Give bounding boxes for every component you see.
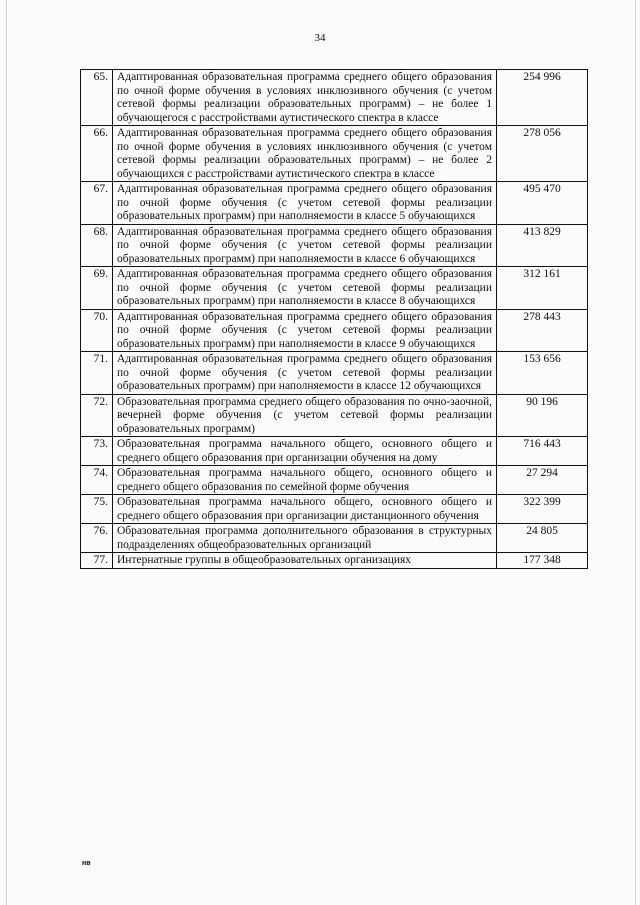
row-value: 413 829 [497,224,588,267]
table-row [81,394,588,437]
table-row [81,70,588,126]
row-description: Адаптированная образовательная программа среднего общего образования по очной форме обучения (с учетом сетевой формы реализации образовательных программ) при наполняемости в классе 9 обучающихся [113,309,497,352]
row-value: 278 056 [497,126,588,182]
table-row [81,437,588,466]
row-value: 153 656 [497,352,588,395]
row-value: 312 161 [497,267,588,310]
row-value: 24 805 [497,524,588,553]
table-row [81,524,588,553]
table-row [81,553,588,569]
row-value: 322 399 [497,495,588,524]
row-description: Адаптированная образовательная программа среднего общего образования по очной форме обучения (с учетом сетевой формы реализации образовательных программ) при наполняемости в классе 5 обучающихся [113,182,497,225]
tariff-table [80,69,588,569]
row-number: 68. [81,224,113,267]
row-description: Образовательная программа начального общего, основного общего и среднего общего образования при организации обучения на дому [113,437,497,466]
table-row [81,224,588,267]
row-number: 69. [81,267,113,310]
row-number: 76. [81,524,113,553]
row-number: 66. [81,126,113,182]
table-row [81,182,588,225]
row-description: Образовательная программа начального общего, основного общего и среднего общего образования по семейной форме обучения [113,466,497,495]
row-value: 495 470 [497,182,588,225]
row-number: 70. [81,309,113,352]
row-description: Интернатные группы в общеобразовательных организациях [113,553,497,569]
table-row [81,495,588,524]
row-description: Адаптированная образовательная программа среднего общего образования по очной форме обучения в условиях инклюзивного обучения (с учетом сетевой формы реализации образовательных программ) – не более 2 обучающихся с расстройствами аутистического спектра в классе [113,126,497,182]
table-row [81,352,588,395]
footer-initials: нв [82,860,91,867]
row-value: 27 294 [497,466,588,495]
row-description: Адаптированная образовательная программа среднего общего образования по очной форме обучения (с учетом сетевой формы реализации образовательных программ) при наполняемости в классе 8 обучающихся [113,267,497,310]
row-value: 90 196 [497,394,588,437]
table-row [81,466,588,495]
row-value: 177 348 [497,553,588,569]
row-number: 77. [81,553,113,569]
row-description: Образовательная программа среднего общего образования по очно-заочной, вечерней форме обучения (с учетом сетевой формы реализации образовательных программ) [113,394,497,437]
row-description: Адаптированная образовательная программа среднего общего образования по очной форме обучения в условиях инклюзивного обучения (с учетом сетевой формы реализации образовательных программ) – не более 1 обучающегося с расстройствами аутистического спектра в классе [113,70,497,126]
row-value: 278 443 [497,309,588,352]
scan-edge-right [635,0,636,905]
row-description: Адаптированная образовательная программа среднего общего образования по очной форме обучения (с учетом сетевой формы реализации образовательных программ) при наполняемости в классе 12 обучающихся [113,352,497,395]
row-value: 716 443 [497,437,588,466]
table-row [81,126,588,182]
row-number: 75. [81,495,113,524]
row-number: 74. [81,466,113,495]
row-number: 65. [81,70,113,126]
row-description: Адаптированная образовательная программа среднего общего образования по очной форме обучения (с учетом сетевой формы реализации образовательных программ) при наполняемости в классе 6 обучающихся [113,224,497,267]
row-number: 67. [81,182,113,225]
row-description: Образовательная программа дополнительного образования в структурных подразделениях общеобразовательных организаций [113,524,497,553]
page-number: 34 [314,32,326,44]
row-number: 73. [81,437,113,466]
row-value: 254 996 [497,70,588,126]
table-row [81,309,588,352]
row-number: 72. [81,394,113,437]
scan-edge-left [6,0,7,905]
row-description: Образовательная программа начального общего, основного общего и среднего общего образования при организации дистанционного обучения [113,495,497,524]
row-number: 71. [81,352,113,395]
table-row [81,267,588,310]
